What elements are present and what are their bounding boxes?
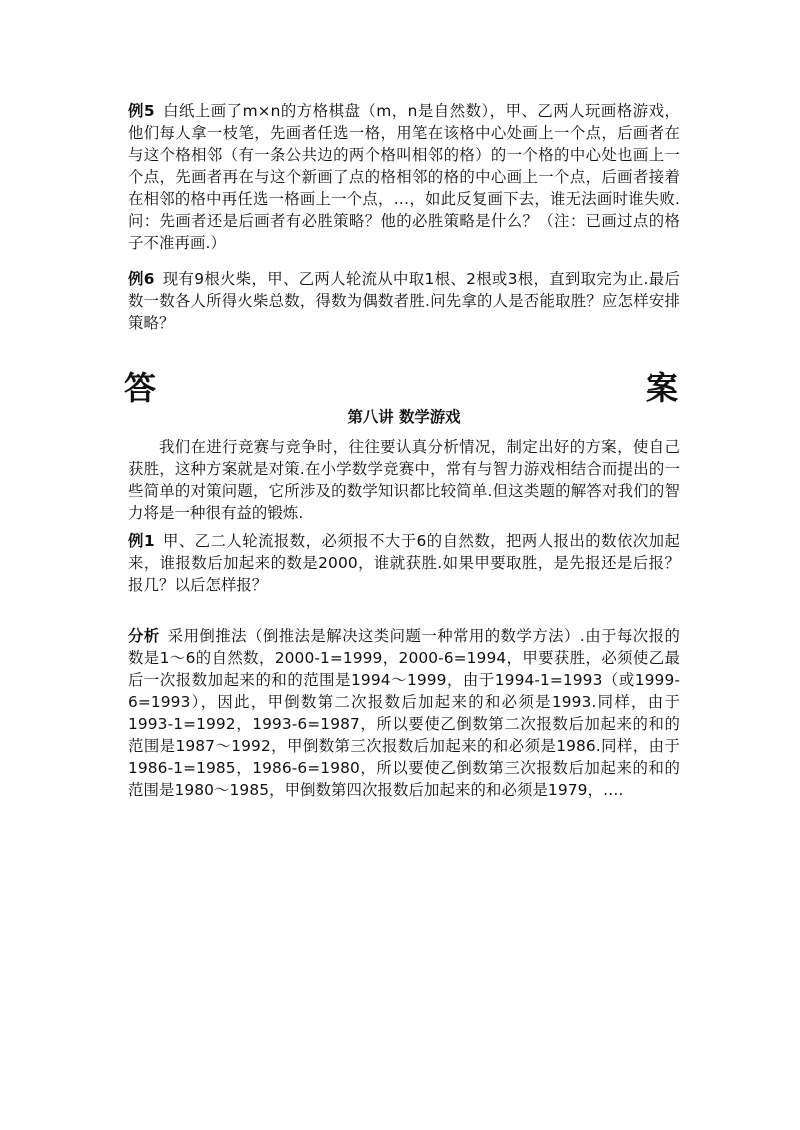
example-1-label: 例1 <box>128 532 155 550</box>
lecture-title: 第八讲 数学游戏 <box>347 408 461 426</box>
example-5-label: 例5 <box>128 102 155 120</box>
example-1-paragraph <box>128 530 680 596</box>
example-5-text: 白纸上画了m×n的方格棋盘（m，n是自然数），甲、乙两人玩画格游戏，他们每人拿一枝笔，先画者任选一格，用笔在该格中心处画上一个点，后画者在与这个格相邻（有一条公共边的两个格叫相邻的格）的一个格的中心处也画上一个点，先画者再在与这个新画了点的格相邻的格的中心画上一个点，后画者接着在相邻的格中再任选一格画上一个点，…，如此反复画下去，谁无法画时谁失败.问：先画者还是后画者有必胜策略？他的必胜策略是什么？（注：已画过点的格子不准再画.） <box>128 102 680 252</box>
intro-paragraph: 我们在进行竞赛与竞争时，往往要认真分析情况，制定出好的方案，使自己获胜，这种方案就是对策.在小学数学竞赛中，常有与智力游戏相结合而提出的一些简单的对策问题，它所涉及的数学知识都比较简单.但这类题的解答对我们的智力将是一种很有益的锻炼. <box>128 438 680 522</box>
example-6-paragraph <box>128 268 680 334</box>
analysis-text: 采用倒推法（倒推法是解决这类问题一种常用的数学方法）.由于每次报的数是1～6的自然数，2000-1=1999，2000-6=1994，甲要获胜，必须使乙最后一次报数加起来的和的范围是1994～1999，由于1994-1=1993（或1999-6=1993），因此，甲倒数第二次报数后加起来的和必须是1993.同样，由于1993-1=1992，1993-6=1987，所以要使乙倒数第二次报数后加起来的和的范围是1987～1992，甲倒数第三次报数后加起来的和必须是1986.同样，由于1986-1=1985，1986-6=1980，所以要使乙倒数第三次报数后加起来的和的范围是1980～1985，甲倒数第四次报数后加起来的和必须是1979，…. <box>128 627 680 799</box>
analysis-paragraph <box>128 625 680 801</box>
answer-heading-right: 案 <box>646 369 679 407</box>
example-6-label: 例6 <box>128 270 155 288</box>
answer-heading-left: 答 <box>124 369 157 407</box>
example-1-text: 甲、乙二人轮流报数，必须报不大于6的自然数，把两人报出的数依次加起来，谁报数后加起来的数是2000，谁就获胜.如果甲要取胜，是先报还是后报？报几？以后怎样报？ <box>128 532 680 594</box>
analysis-label: 分析 <box>128 627 160 645</box>
example-6-text: 现有9根火柴，甲、乙两人轮流从中取1根、2根或3根，直到取完为止.最后数一数各人所得火柴总数，得数为偶数者胜.问先拿的人是否能取胜？应怎样安排策略？ <box>128 270 680 332</box>
example-5-paragraph <box>128 100 680 254</box>
